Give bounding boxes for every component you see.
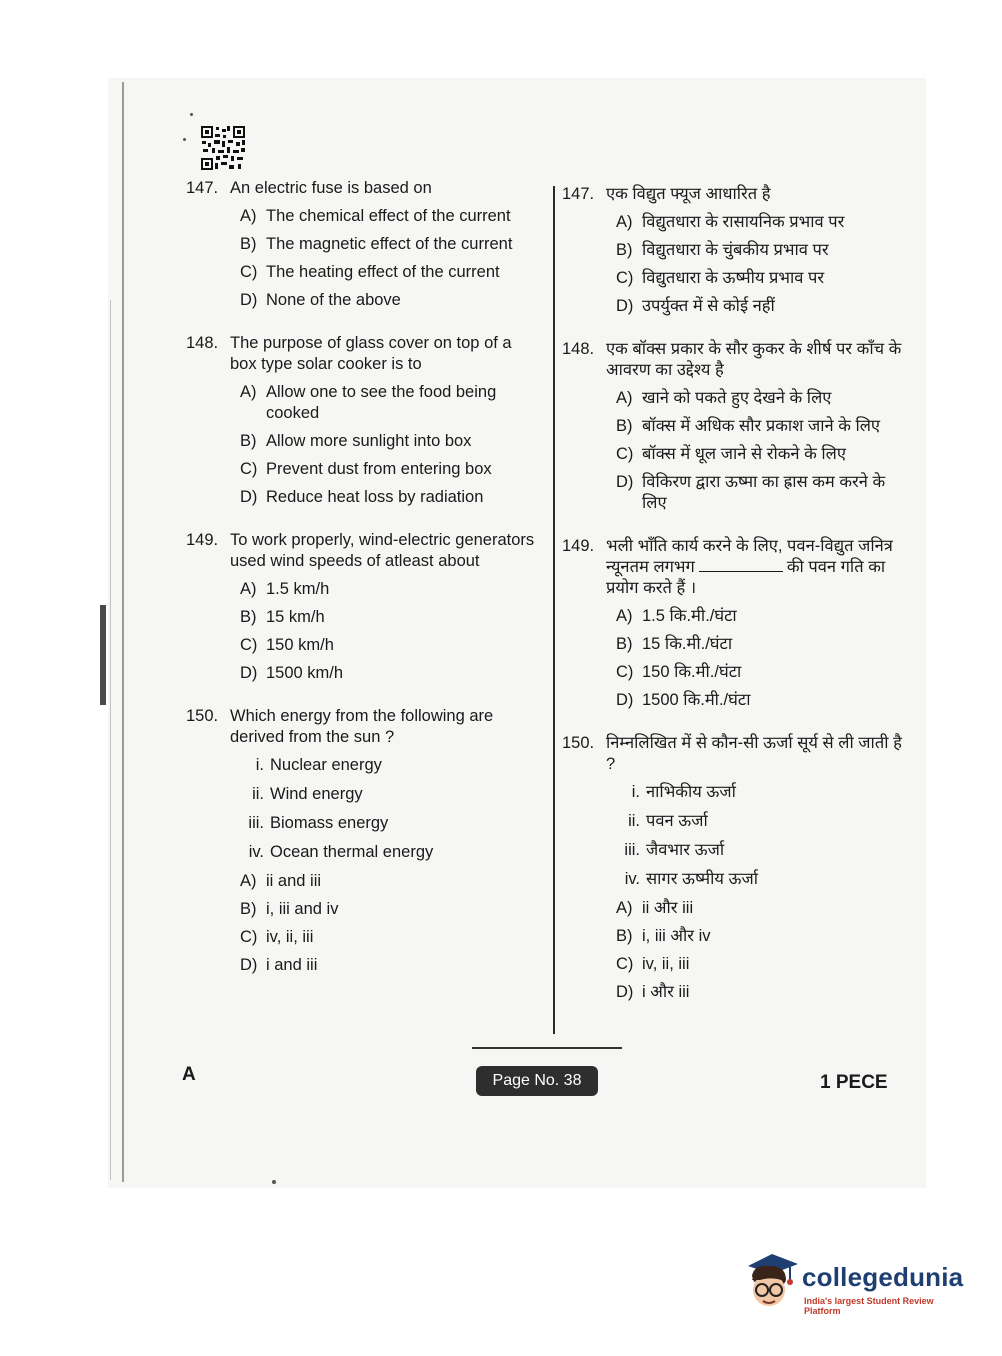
question-text: एक बॉक्स प्रकार के सौर कुकर के शीर्ष पर काँच के आवरण का उद्देश्य है: [606, 340, 902, 379]
option-label: B): [240, 432, 257, 450]
question-148-hi: [562, 339, 902, 514]
option-text: ii and iii: [266, 872, 322, 890]
option-text: 1.5 km/h: [266, 580, 330, 598]
option-label: A): [240, 872, 257, 890]
question-text-before: भली भाँति कार्य करने के लिए, पवन-विद्युत जनित्र न्यूनतम लगभग: [606, 537, 893, 576]
option-text: i, iii और iv: [642, 927, 711, 945]
statement: [616, 869, 902, 890]
option-text: i और iii: [642, 983, 690, 1001]
statement-text: पवन ऊर्जा: [646, 812, 708, 830]
option: [240, 382, 536, 424]
question-number: 149.: [186, 531, 219, 549]
option-text: 1500 km/h: [266, 664, 344, 682]
question-150-hi: [562, 733, 902, 1003]
option: [616, 212, 902, 233]
option: [240, 607, 536, 628]
option: [240, 431, 536, 452]
collegedunia-logo: [742, 1250, 972, 1314]
option-label: B): [616, 635, 633, 653]
option-text: Reduce heat loss by radiation: [266, 488, 484, 506]
hindi-column: [562, 184, 902, 1025]
option: [240, 290, 536, 311]
option: [240, 579, 536, 600]
option-label: A): [240, 580, 257, 598]
option-text: बॉक्स में धूल जाने से रोकने के लिए: [642, 445, 846, 463]
page-left-edge-outer: [110, 300, 111, 1180]
question-number: 150.: [562, 734, 595, 752]
option-label: B): [240, 608, 257, 626]
option: [616, 268, 902, 289]
option: [240, 635, 536, 656]
statement: [240, 755, 536, 776]
option-text: विद्युतधारा के रासायनिक प्रभाव पर: [642, 213, 845, 231]
option: [616, 606, 902, 627]
option: [240, 899, 536, 920]
option: [616, 662, 902, 683]
option-label: C): [616, 445, 634, 463]
option-label: A): [240, 207, 257, 225]
statement: [240, 813, 536, 834]
option-text: Allow more sunlight into box: [266, 432, 472, 450]
statement-label: ii.: [628, 812, 640, 830]
option-label: D): [616, 473, 634, 491]
option-text: उपर्युक्त में से कोई नहीं: [642, 297, 775, 315]
qr-code-icon: [200, 125, 246, 171]
option-text: i, iii and iv: [266, 900, 339, 918]
page-left-edge: [122, 82, 124, 1182]
option: [240, 234, 536, 255]
statement: [240, 784, 536, 805]
option-label: A): [616, 899, 633, 917]
question-150-en: [186, 706, 536, 976]
statement-label: iv.: [624, 870, 640, 888]
statement-label: iii.: [248, 814, 264, 832]
option-text: 1.5 कि.मी./घंटा: [642, 607, 737, 625]
statement-text: नाभिकीय ऊर्जा: [646, 783, 736, 801]
question-text: An electric fuse is based on: [230, 179, 432, 197]
option-text: None of the above: [266, 291, 401, 309]
binding-mark: [100, 605, 106, 705]
statement-text: Nuclear energy: [270, 756, 382, 774]
statement-label: i.: [255, 756, 264, 774]
logo-tagline: India's largest Student Review Platform: [804, 1296, 934, 1316]
option: [240, 955, 536, 976]
option-label: C): [240, 636, 258, 654]
option: [616, 296, 902, 317]
option-label: A): [616, 213, 633, 231]
option-label: C): [240, 263, 258, 281]
statement: [616, 782, 902, 803]
option: [240, 459, 536, 480]
option-label: D): [240, 488, 258, 506]
question-147-hi: [562, 184, 902, 317]
option-text: ii और iii: [642, 899, 694, 917]
question-number: 149.: [562, 537, 595, 555]
question-number: 147.: [562, 185, 595, 203]
option-label: D): [240, 956, 258, 974]
statement-text: Wind energy: [270, 785, 363, 803]
option-text: Prevent dust from entering box: [266, 460, 492, 478]
question-text: The purpose of glass cover on top of a box type solar cooker is to: [230, 334, 512, 373]
question-number: 147.: [186, 179, 219, 197]
speck: [272, 1180, 276, 1184]
option: [240, 487, 536, 508]
question-number: 148.: [562, 340, 595, 358]
statement: [240, 842, 536, 863]
option-text: 15 km/h: [266, 608, 325, 626]
footer-rule: [472, 1047, 622, 1049]
option-text: The heating effect of the current: [266, 263, 500, 281]
mascot-icon: [742, 1250, 800, 1310]
statement-text: सागर ऊष्मीय ऊर्जा: [646, 870, 758, 888]
option: [616, 898, 902, 919]
question-149-hi: [562, 536, 902, 711]
option-label: D): [616, 691, 634, 709]
speck: [190, 113, 193, 116]
option-label: B): [616, 241, 633, 259]
speck: [183, 138, 186, 141]
option: [240, 663, 536, 684]
statement-text: जैवभार ऊर्जा: [646, 841, 725, 859]
page-number-badge: Page No. 38: [476, 1066, 598, 1096]
option: [616, 444, 902, 465]
option: [616, 472, 902, 514]
statement-label: i.: [631, 783, 640, 801]
option: [240, 871, 536, 892]
question-text: To work properly, wind-electric generators used wind speeds of atleast about: [230, 531, 535, 570]
option-label: A): [616, 389, 633, 407]
paper-code: 1 PECE: [820, 1072, 888, 1093]
option-text: विद्युतधारा के चुंबकीय प्रभाव पर: [642, 241, 829, 259]
logo-name: collegedunia: [802, 1262, 964, 1292]
option-text: 150 km/h: [266, 636, 334, 654]
option-text: 1500 कि.मी./घंटा: [642, 691, 751, 709]
option-text: खाने को पकते हुए देखने के लिए: [642, 389, 832, 407]
option: [616, 926, 902, 947]
option-text: The chemical effect of the current: [266, 207, 511, 225]
option: [616, 634, 902, 655]
statement-label: ii.: [252, 785, 264, 803]
option-label: D): [616, 297, 634, 315]
option-label: B): [240, 235, 257, 253]
statement-text: Biomass energy: [270, 814, 389, 832]
question-number: 150.: [186, 707, 219, 725]
question-149-en: [186, 530, 536, 684]
option: [616, 954, 902, 975]
english-column: [186, 178, 536, 998]
question-148-en: [186, 333, 536, 508]
statement: [616, 811, 902, 832]
option-text: 15 कि.मी./घंटा: [642, 635, 733, 653]
question-text: एक विद्युत फ्यूज आधारित है: [606, 185, 771, 203]
fill-blank: [699, 571, 783, 572]
option: [616, 416, 902, 437]
option-label: B): [240, 900, 257, 918]
option-label: D): [240, 664, 258, 682]
option: [240, 927, 536, 948]
question-number: 148.: [186, 334, 219, 352]
option-text: 150 कि.मी./घंटा: [642, 663, 742, 681]
statement-label: iv.: [248, 843, 264, 861]
option: [240, 206, 536, 227]
question-text-after: की पवन गति का प्रयोग करते हैं ।: [606, 558, 886, 597]
option-label: C): [240, 928, 258, 946]
option-text: i and iii: [266, 956, 318, 974]
option-text: Allow one to see the food being cooked: [266, 383, 497, 422]
option: [240, 262, 536, 283]
option-text: iv, ii, iii: [266, 928, 314, 946]
option-label: C): [616, 269, 634, 287]
booklet-set: A: [182, 1064, 196, 1085]
option-text: विकिरण द्वारा ऊष्मा का ह्रास कम करने के लिए: [642, 473, 886, 512]
statement-text: Ocean thermal energy: [270, 843, 434, 861]
option-label: D): [240, 291, 258, 309]
question-text: Which energy from the following are derived from the sun ?: [230, 707, 494, 746]
option-label: D): [616, 983, 634, 1001]
question-147-en: [186, 178, 536, 311]
option: [616, 690, 902, 711]
option-label: C): [240, 460, 258, 478]
option-text: विद्युतधारा के ऊष्मीय प्रभाव पर: [642, 269, 825, 287]
option-label: A): [616, 607, 633, 625]
option-label: B): [616, 417, 633, 435]
column-divider: [553, 186, 555, 1034]
option: [616, 982, 902, 1003]
option-label: A): [240, 383, 257, 401]
question-text: [606, 536, 902, 599]
option-text: iv, ii, iii: [642, 955, 690, 973]
option-text: बॉक्स में अधिक सौर प्रकाश जाने के लिए: [642, 417, 881, 435]
option-label: B): [616, 927, 633, 945]
question-text: निम्नलिखित में से कौन-सी ऊर्जा सूर्य से ली जाती है ?: [606, 734, 902, 773]
option-label: C): [616, 955, 634, 973]
statement-label: iii.: [624, 841, 640, 859]
statement: [616, 840, 902, 861]
option: [616, 240, 902, 261]
option-text: The magnetic effect of the current: [266, 235, 513, 253]
option: [616, 388, 902, 409]
option-label: C): [616, 663, 634, 681]
